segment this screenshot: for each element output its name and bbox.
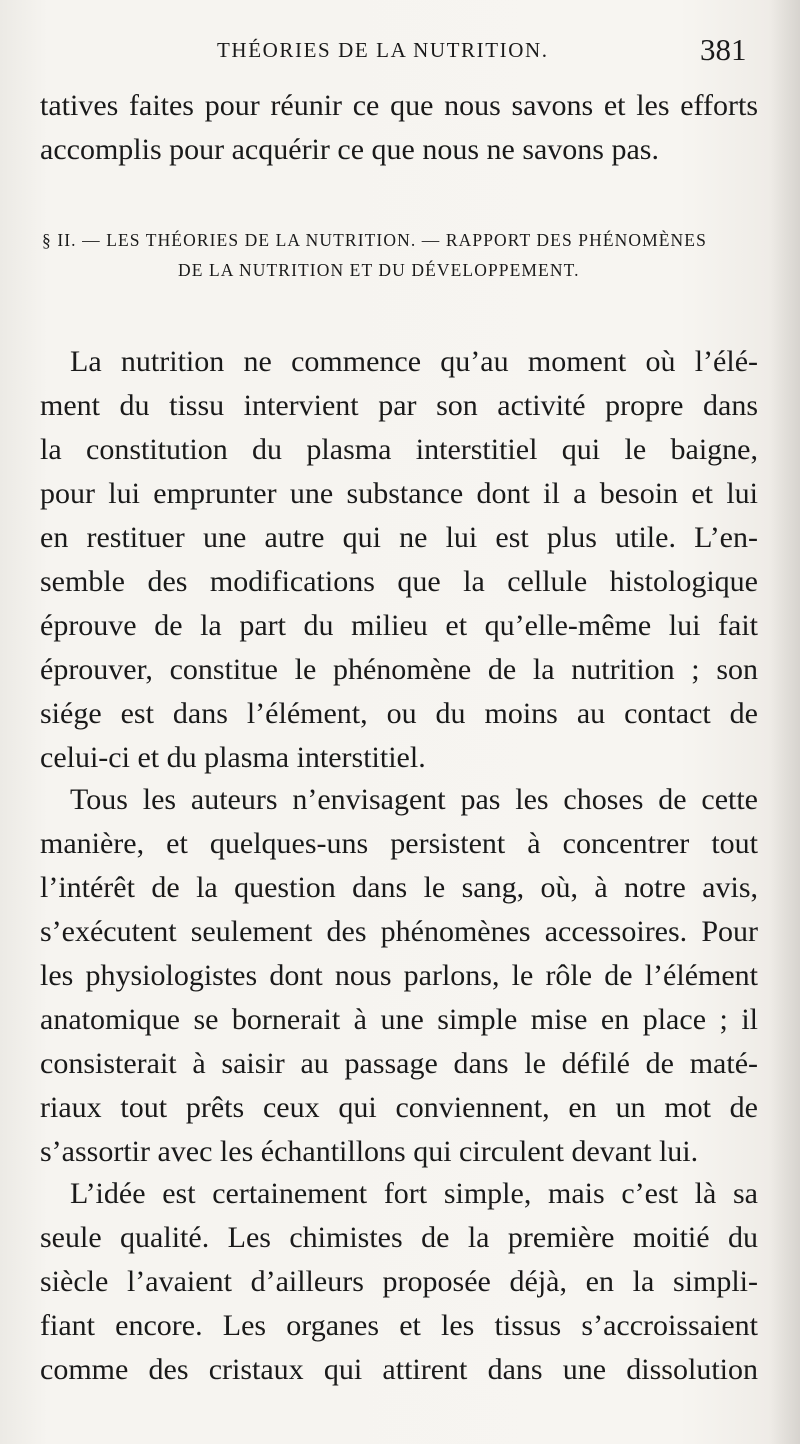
text-line: l’intérêt de la question dans le sang, où, à notre avis, bbox=[40, 871, 758, 904]
text-line: tatives faites pour réunir ce que nous savons et les efforts bbox=[40, 89, 758, 122]
text-line: pour lui emprunter une substance dont il a besoin et lui bbox=[40, 477, 758, 510]
text-line: ment du tissu intervient par son activité propre dans bbox=[40, 389, 758, 422]
text-line: semble des modifications que la cellule histologique bbox=[40, 565, 758, 598]
text-line: consisterait à saisir au passage dans le défilé de maté- bbox=[40, 1047, 758, 1080]
text-line: siècle l’avaient d’ailleurs proposée déjà, en la simpli- bbox=[40, 1265, 758, 1298]
text-line: Tous les auteurs n’envisagent pas les choses de cette bbox=[70, 783, 758, 816]
text-line: La nutrition ne commence qu’au moment où l’élé- bbox=[70, 345, 758, 378]
text-line: anatomique se bornerait à une simple mise en place ; il bbox=[40, 1003, 758, 1036]
page-number: 381 bbox=[700, 32, 747, 67]
text-line: comme des cristaux qui attirent dans une dissolution bbox=[40, 1353, 758, 1386]
text-line: celui-ci et du plasma interstitiel. bbox=[40, 741, 426, 774]
text-line: s’exécutent seulement des phénomènes accessoires. Pour bbox=[40, 915, 758, 948]
running-head-title: THÉORIES DE LA NUTRITION. bbox=[217, 38, 549, 62]
text-line: les physiologistes dont nous parlons, le rôle de l’élément bbox=[40, 959, 758, 992]
section-heading-line-1: § II. — LES THÉORIES DE LA NUTRITION. — RAPPORT DES PHÉNOMÈNES bbox=[42, 230, 707, 250]
text-line: éprouve de la part du milieu et qu’elle-même lui fait bbox=[40, 609, 758, 642]
text-line: fiant encore. Les organes et les tissus s’accroissaient bbox=[40, 1309, 758, 1342]
running-head bbox=[0, 34, 800, 74]
page-edge-shadow bbox=[770, 0, 800, 1444]
text-line: riaux tout prêts ceux qui conviennent, en un mot de bbox=[40, 1091, 758, 1124]
text-line: L’idée est certainement fort simple, mais c’est là sa bbox=[70, 1177, 758, 1210]
text-line: siége est dans l’élément, ou du moins au contact de bbox=[40, 697, 758, 730]
text-line: la constitution du plasma interstitiel qui le baigne, bbox=[40, 433, 758, 466]
text-line: accomplis pour acquérir ce que nous ne savons pas. bbox=[40, 133, 659, 166]
text-line: manière, et quelques-uns persistent à concentrer tout bbox=[40, 827, 758, 860]
text-line: seule qualité. Les chimistes de la première moitié du bbox=[40, 1221, 758, 1254]
text-line: éprouver, constitue le phénomène de la nutrition ; son bbox=[40, 653, 758, 686]
text-line: en restituer une autre qui ne lui est plus utile. L’en- bbox=[40, 521, 758, 554]
text-line: s’assortir avec les échantillons qui circulent devant lui. bbox=[40, 1135, 699, 1168]
section-heading-line-2: DE LA NUTRITION ET DU DÉVELOPPEMENT. bbox=[178, 260, 580, 280]
